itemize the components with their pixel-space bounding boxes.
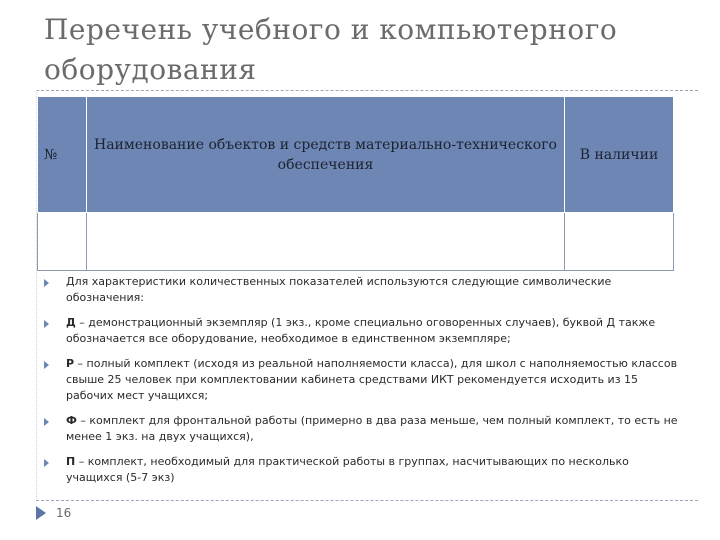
list-item <box>40 274 680 306</box>
cell-name <box>87 213 565 271</box>
note-letter: Ф <box>66 414 77 427</box>
triangle-bullet-icon <box>44 459 49 467</box>
triangle-bullet-icon <box>44 279 49 287</box>
title-divider <box>36 90 698 91</box>
column-header-available: В наличии <box>565 97 674 213</box>
footer-divider <box>36 500 698 501</box>
cell-available <box>565 213 674 271</box>
note-letter: Р <box>66 357 75 370</box>
slide-title: Перечень учебного и компьютерного оборудования <box>44 13 618 86</box>
equipment-table <box>37 96 674 271</box>
column-header-number: № <box>38 97 87 213</box>
note-text: – комплект для фронтальной работы (примерно в два раза меньше, чем полный комплект, то есть не менее 1 экз. на двух учащихся), <box>66 414 678 443</box>
list-item <box>40 454 680 486</box>
note-letter: П <box>66 455 76 468</box>
page-number: 16 <box>56 506 72 520</box>
list-item <box>40 356 680 404</box>
note-text: Для характеристики количественных показателей используются следующие символические обозначения: <box>66 275 612 304</box>
note-letter: Д <box>66 316 76 329</box>
legend-notes-list <box>40 274 680 495</box>
table-header-row <box>38 97 674 213</box>
cell-number <box>38 213 87 271</box>
note-text: – комплект, необходимый для практической работы в группах, насчитывающих по несколько учащихся (5-7 экз) <box>66 455 629 484</box>
list-item <box>40 315 680 347</box>
triangle-bullet-icon <box>44 418 49 426</box>
list-item <box>40 413 680 445</box>
table-row <box>38 213 674 271</box>
triangle-bullet-icon <box>44 361 49 369</box>
page-marker-icon <box>36 506 46 520</box>
note-text: – демонстрационный экземпляр (1 экз., кроме специально оговоренных случаев), буквой Д также обозначается все оборудование, необходимое в единственном экземпляре; <box>66 316 656 345</box>
note-text: – полный комплект (исходя из реальной наполняемости класса), для школ с наполняемостью классов свыше 25 человек при комплектовании кабинета средствами ИКТ рекомендуется исходить из 15 рабочих мест учащихся; <box>66 357 678 402</box>
column-header-name: Наименование объектов и средств материально-технического обеспечения <box>87 97 565 213</box>
triangle-bullet-icon <box>44 320 49 328</box>
